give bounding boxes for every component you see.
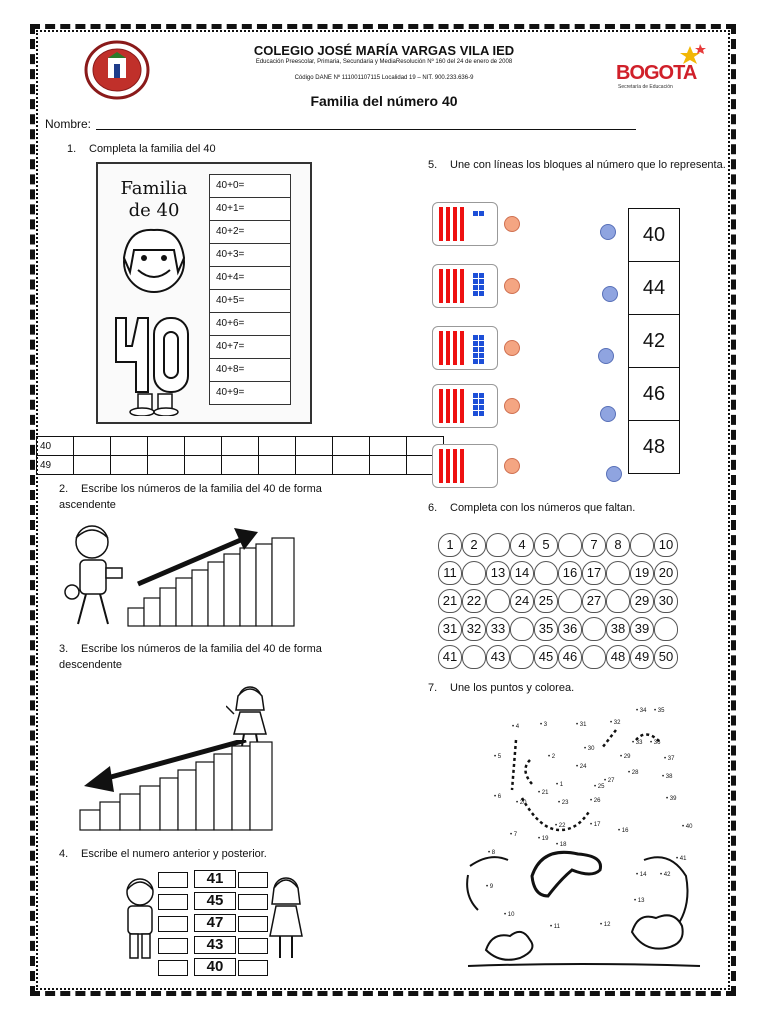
number-apple: 11 [438,561,462,585]
school-name: COLEGIO JOSÉ MARÍA VARGAS VILA IED [253,43,515,58]
number-apple: 35 [534,617,558,641]
numbered-dot[interactable]: • 21 [538,790,549,796]
q6-text: Completa con los números que faltan. [450,502,636,514]
numbered-dot[interactable]: • 26 [590,798,601,804]
unit-cube [473,353,478,358]
number-apple: 21 [438,589,462,613]
q4-number: 4. [59,848,69,860]
list-item [158,936,268,958]
number-box: 46 [628,368,680,421]
row-label-49: 49 [37,456,74,475]
numbered-dot[interactable]: • 4 [512,724,520,730]
missing-number-apple[interactable] [510,617,534,641]
unit-cube [473,399,478,404]
after-box[interactable] [238,938,268,954]
list-item [158,892,268,914]
q2-number: 2. [59,483,69,495]
answer-cell[interactable] [111,437,148,456]
numbered-dot[interactable]: • 23 [558,800,569,806]
family-card-title-1: Familia [120,178,188,199]
middle-number: 40 [194,958,236,976]
numbered-dot[interactable]: • 35 [654,708,665,714]
before-box[interactable] [158,960,188,976]
missing-number-apple[interactable] [462,561,486,585]
boy-kid-illustration [118,874,162,964]
q3-prompt [59,641,369,673]
answer-cell[interactable] [185,456,222,475]
block-connect-dot[interactable] [504,278,520,294]
numbered-dot[interactable]: • 13 [634,898,645,904]
sum-item: 40+3= [210,244,290,267]
ten-bar [460,269,464,303]
unit-cube [479,393,484,398]
numbered-dot[interactable]: • 16 [618,828,629,834]
number-box: 42 [628,315,680,368]
unit-cube [479,291,484,296]
answer-cell[interactable] [148,456,185,475]
sum-item: 40+9= [216,387,245,398]
ten-blocks-card [432,444,498,488]
number-apple: 13 [486,561,510,585]
numbered-dot[interactable]: • 38 [662,774,673,780]
q2-prompt [59,481,369,513]
unit-cube [479,411,484,416]
ten-bar [446,389,450,423]
block-connect-dot[interactable] [504,398,520,414]
q7-prompt [428,680,574,696]
numbered-dot[interactable]: • 24 [576,764,587,770]
list-item [158,870,268,892]
number-apple: 32 [462,617,486,641]
numbered-dot[interactable]: • 29 [620,754,631,760]
unit-cube [473,393,478,398]
answer-cell[interactable] [148,437,185,456]
connect-dots-picture [460,700,710,970]
ten-blocks-card [432,384,498,428]
middle-number: 45 [194,892,236,910]
unit-cube [479,347,484,352]
numbered-dot[interactable]: • 11 [550,924,560,930]
after-box[interactable] [238,960,268,976]
girl-on-stairs-illustration [226,684,276,748]
ten-blocks-card [432,326,498,370]
answer-cell[interactable] [296,437,333,456]
numbered-dot[interactable]: • 37 [664,756,675,762]
numbered-dot[interactable]: • 28 [628,770,639,776]
ten-blocks-card [432,202,498,246]
unit-cube [479,279,484,284]
sum-item: 40+2= [210,221,290,244]
before-box[interactable] [158,916,188,932]
unit-cube [479,211,484,216]
answer-cell[interactable] [333,437,370,456]
girl-forty-illustration [108,222,200,416]
number-box: 48 [628,421,680,474]
unit-cube [473,279,478,284]
number-apple: 7 [582,533,606,557]
missing-number-apple[interactable] [558,589,582,613]
after-box[interactable] [238,916,268,932]
row-label-40: 40 [37,437,74,456]
answer-cell[interactable] [222,437,259,456]
unit-cube [479,405,484,410]
numbered-dot[interactable]: • 3 [540,722,548,728]
number-box: 40 [628,208,680,262]
school-code: Código DANE Nº 111001107115 Localidad 19 – NIT. 900.233.636-9 [294,75,474,81]
number-apple: 16 [558,561,582,585]
unit-cube [479,335,484,340]
missing-number-apple[interactable] [582,645,606,669]
unit-cube [473,359,478,364]
unit-cube [479,359,484,364]
unit-cube [473,341,478,346]
missing-number-apple[interactable] [510,645,534,669]
numbered-dot[interactable]: • 6 [494,794,502,800]
ten-bar [439,331,443,365]
numbered-dot[interactable]: • 42 [660,872,671,878]
number-apple: 14 [510,561,534,585]
block-connect-dot[interactable] [504,340,520,356]
unit-cube [479,399,484,404]
q3-text: Escribe los números de la familia del 40 de forma descendente [59,643,322,671]
unit-cube [479,273,484,278]
family-card-title [114,178,194,222]
answer-cell[interactable] [185,437,222,456]
sum-item: 40+4= [210,267,290,290]
q2-text: Escribe los números de la familia del 40 de forma ascendente [59,483,322,511]
numbered-dot[interactable]: • 30 [584,746,595,752]
ten-bar [446,331,450,365]
ten-bar [439,207,443,241]
family-answer-table [36,436,444,475]
number-apple: 36 [558,617,582,641]
numbered-dot[interactable]: • 31 [576,722,587,728]
missing-number-apple[interactable] [606,589,630,613]
after-box[interactable] [238,894,268,910]
sum-item: 40+6= [210,313,290,336]
numbered-dot[interactable]: • 41 [676,856,687,862]
number-connect-dot[interactable] [598,348,614,364]
numbered-dot[interactable]: • 32 [610,720,621,726]
number-apple: 41 [438,645,462,669]
number-apple: 45 [534,645,558,669]
ten-bar [460,207,464,241]
numbered-dot[interactable]: • 40 [682,824,693,830]
numbered-dot[interactable]: • 20 [516,800,527,806]
middle-number: 47 [194,914,236,932]
block-connect-dot[interactable] [504,458,520,474]
unit-cube [473,291,478,296]
unit-cube [479,285,484,290]
ten-bar [460,331,464,365]
number-connect-dot[interactable] [600,224,616,240]
missing-number-apple[interactable] [582,617,606,641]
ten-bar [453,207,457,241]
ten-bar [453,389,457,423]
bogota-wordmark: BOGOTA [616,62,697,84]
number-connect-dot[interactable] [606,466,622,482]
before-box[interactable] [158,894,188,910]
number-apple: 29 [630,589,654,613]
missing-number-apple[interactable] [630,533,654,557]
answer-cell[interactable] [370,437,407,456]
name-label: Nombre: [45,117,92,131]
number-apple: 43 [486,645,510,669]
sum-item: 40+5= [210,290,290,313]
number-apple: 10 [654,533,678,557]
q1-number: 1. [67,143,77,155]
ten-bar [460,449,464,483]
number-apple: 38 [606,617,630,641]
after-box[interactable] [238,872,268,888]
sum-item: 40+7= [210,336,290,359]
numbered-dot[interactable]: • 17 [590,822,601,828]
answer-cell[interactable] [74,437,111,456]
number-apple: 48 [606,645,630,669]
number-apple: 19 [630,561,654,585]
answer-cell[interactable] [259,437,296,456]
sum-item: 40+1= [210,198,290,221]
numbered-dot[interactable]: • 14 [636,872,647,878]
number-apple: 27 [582,589,606,613]
q1-prompt [67,141,216,157]
ten-bar [439,389,443,423]
number-apple: 49 [630,645,654,669]
ten-blocks-card [432,264,498,308]
number-apple: 17 [582,561,606,585]
missing-number-apple[interactable] [486,533,510,557]
unit-cube [473,347,478,352]
answer-cell[interactable] [222,456,259,475]
number-column [628,208,680,474]
numbered-dot[interactable]: • 2 [548,754,556,760]
number-apple: 5 [534,533,558,557]
number-apple: 8 [606,533,630,557]
numbered-dot[interactable]: • 5 [494,754,502,760]
unit-cube [473,411,478,416]
ten-bar [453,449,457,483]
unit-cube [473,211,478,216]
ten-bar [446,207,450,241]
block-connect-dot[interactable] [504,216,520,232]
answer-cell[interactable] [370,456,407,475]
page-title: Familia del número 40 [310,93,458,109]
answer-cell[interactable] [333,456,370,475]
descending-stairs [78,740,278,832]
unit-cube [479,353,484,358]
ascending-stairs [126,520,304,630]
numbered-dot[interactable]: • 18 [556,842,567,848]
number-apple: 31 [438,617,462,641]
numbered-dot[interactable]: • 25 [594,784,605,790]
numbered-dot[interactable]: • 33 [632,740,643,746]
answer-cell[interactable] [111,456,148,475]
number-box: 44 [628,262,680,315]
q6-prompt [428,500,635,516]
numbered-dot[interactable]: • 34 [636,708,647,714]
sum-item: 40+8= [210,359,290,382]
answer-cell[interactable] [74,456,111,475]
number-apple: 20 [654,561,678,585]
numbered-dot[interactable]: • 12 [600,922,611,928]
before-box[interactable] [158,872,188,888]
ten-bar [453,269,457,303]
number-apple: 1 [438,533,462,557]
family-sums-column [209,174,291,405]
school-resolution: Educación Preescolar, Primaria, Secundaria y MediaResolución Nº 160 del 24 de enero de 2008 [255,59,513,65]
unit-cube [473,335,478,340]
q7-number: 7. [428,682,438,694]
missing-number-apple[interactable] [486,589,510,613]
family-card-title-2: de 40 [128,200,180,221]
ten-bar [439,269,443,303]
numbered-dot[interactable]: • 27 [604,778,615,784]
ten-bar [446,269,450,303]
number-apple: 50 [654,645,678,669]
unit-cube [473,405,478,410]
ten-bar [439,449,443,483]
q1-text: Completa la familia del 40 [89,143,216,155]
answer-cell[interactable] [259,456,296,475]
number-apple: 24 [510,589,534,613]
q3-number: 3. [59,643,69,655]
list-item [158,914,268,936]
unit-cube [473,273,478,278]
numbered-dot[interactable]: • 9 [486,884,494,890]
number-connect-dot[interactable] [600,406,616,422]
name-field[interactable] [96,129,636,130]
numbered-dot[interactable]: • 36 [650,740,661,746]
number-apple: 30 [654,589,678,613]
missing-number-apple[interactable] [534,561,558,585]
q5-prompt [428,157,728,173]
list-item [158,958,268,980]
girl-kid-illustration [266,874,306,964]
q4-prompt [59,846,267,862]
table-row [37,456,444,475]
ten-bar [460,389,464,423]
numbered-dot[interactable]: • 7 [510,832,518,838]
q4-text: Escribe el numero anterior y posterior. [81,848,267,860]
before-box[interactable] [158,938,188,954]
missing-number-apple[interactable] [462,645,486,669]
number-apple: 46 [558,645,582,669]
ten-bar [453,331,457,365]
q6-number: 6. [428,502,438,514]
numbered-dot[interactable]: • 39 [666,796,677,802]
missing-number-apple[interactable] [606,561,630,585]
unit-cube [473,285,478,290]
missing-number-apple[interactable] [558,533,582,557]
numbered-dot[interactable]: • 19 [538,836,549,842]
number-apple: 4 [510,533,534,557]
neighbors-exercise [158,870,268,980]
sum-item: 40+0= [210,175,290,198]
missing-number-apple[interactable] [654,617,678,641]
number-connect-dot[interactable] [602,286,618,302]
ten-bar [446,449,450,483]
q7-text: Une los puntos y colorea. [450,682,575,694]
number-apple: 39 [630,617,654,641]
middle-number: 43 [194,936,236,954]
q5-number: 5. [428,159,438,171]
boy-illustration [62,520,132,632]
numbered-dot[interactable]: • 10 [504,912,515,918]
answer-cell[interactable] [296,456,333,475]
bogota-subtitle: Secretaría de Educación [618,84,673,90]
q5-text: Une con líneas los bloques al número que lo representa. [450,159,726,171]
number-apple: 33 [486,617,510,641]
number-apple: 2 [462,533,486,557]
numbered-dot[interactable]: • 8 [488,850,496,856]
numbered-dot[interactable]: • 22 [555,823,566,829]
unit-cube [479,341,484,346]
table-row [37,437,444,456]
numbered-dot[interactable]: • 1 [556,782,564,788]
middle-number: 41 [194,870,236,888]
number-apple: 22 [462,589,486,613]
number-apple: 25 [534,589,558,613]
